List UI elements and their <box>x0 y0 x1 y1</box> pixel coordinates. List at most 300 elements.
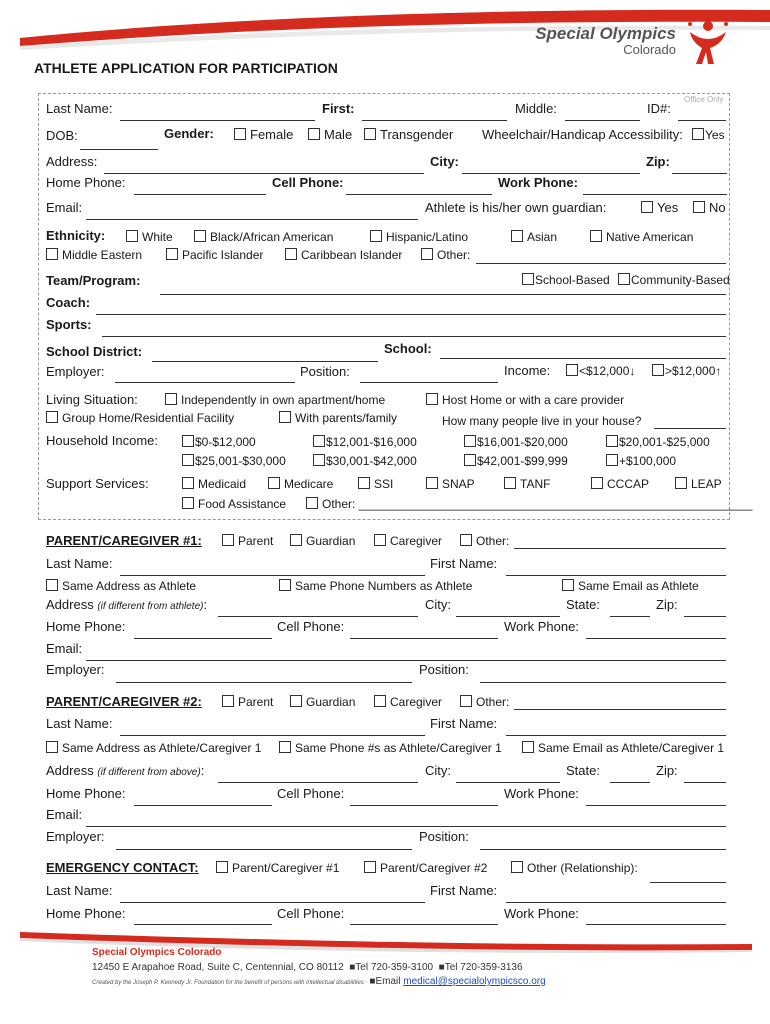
pc1-first-name-label: First Name: <box>430 556 498 571</box>
male-checkbox[interactable] <box>308 128 320 140</box>
emergency-other-option[interactable] <box>511 861 638 875</box>
gender-label: Gender: <box>164 126 214 141</box>
hi-checkbox-7[interactable] <box>464 454 476 466</box>
pc1-home-phone-field[interactable] <box>134 638 272 639</box>
pc2-same-address-label: Same Address as Athlete/Caregiver 1 <box>62 741 262 755</box>
how-many-label: How many people live in your house? <box>442 414 642 428</box>
pc2-same-address-option[interactable] <box>46 741 261 755</box>
dob-label: DOB: <box>46 128 78 143</box>
wheelchair-yes-option[interactable] <box>692 128 725 142</box>
ethnicity-label: Ethnicity: <box>46 228 106 243</box>
guardian-yes-option[interactable] <box>641 200 678 215</box>
pc1-address-field[interactable] <box>218 616 418 617</box>
pc2-same-phone-checkbox[interactable] <box>279 741 291 753</box>
pc1-work-phone-field[interactable] <box>586 638 726 639</box>
hi-checkbox-2[interactable] <box>313 435 325 447</box>
pc1-guardian-option[interactable] <box>290 534 355 548</box>
pc1-same-phone-checkbox[interactable] <box>279 579 291 591</box>
gender-female-option[interactable] <box>234 127 293 142</box>
emergency-pc2-checkbox[interactable] <box>364 861 376 873</box>
pc2-other-label: Other: <box>476 695 510 709</box>
pc1-work-phone-label: Work Phone: <box>504 619 579 634</box>
pc1-last-name-label: Last Name: <box>46 556 113 571</box>
ethnicity-black-option[interactable] <box>194 230 333 244</box>
pc2-caregiver-checkbox[interactable] <box>374 695 386 707</box>
zip-field[interactable] <box>672 173 727 174</box>
hi-checkbox-3[interactable] <box>464 435 476 447</box>
pc1-other-option[interactable] <box>460 534 509 548</box>
asian-label: Asian <box>527 230 558 244</box>
pc2-zip-label: Zip: <box>656 763 678 778</box>
pc1-parent-checkbox[interactable] <box>222 534 234 546</box>
emergency-pc1-label: Parent/Caregiver #1 <box>232 861 340 875</box>
school-based-label: School-Based <box>535 273 610 287</box>
pc2-parent-label: Parent <box>238 695 274 709</box>
pc1-email-label: Email: <box>46 641 83 656</box>
medicare-option[interactable] <box>268 477 333 491</box>
pc2-parent-checkbox[interactable] <box>222 695 234 707</box>
emergency-home-phone-field[interactable] <box>134 924 272 925</box>
wheelchair-yes-checkbox[interactable] <box>692 128 704 140</box>
hi-option-1[interactable] <box>182 435 256 449</box>
emergency-last-name-field[interactable] <box>120 902 425 903</box>
pacific-label: Pacific Islander <box>182 248 264 262</box>
emergency-pc2-label: Parent/Caregiver #2 <box>380 861 488 875</box>
team-label: Team/Program: <box>46 273 141 288</box>
hispanic-checkbox[interactable] <box>370 230 382 242</box>
pc2-guardian-checkbox[interactable] <box>290 695 302 707</box>
medicare-label: Medicare <box>284 477 334 491</box>
ssi-label: SSI <box>374 477 394 491</box>
footer-address-line <box>92 962 523 973</box>
id-field[interactable] <box>678 120 726 121</box>
hispanic-label: Hispanic/Latino <box>386 230 469 244</box>
first-name-field[interactable] <box>362 120 507 121</box>
hi-checkbox-8[interactable] <box>606 454 618 466</box>
hi-checkbox-6[interactable] <box>313 454 325 466</box>
medicare-checkbox[interactable] <box>268 477 280 489</box>
emergency-cell-phone-field[interactable] <box>350 924 498 925</box>
emergency-other-field[interactable] <box>650 882 726 883</box>
emergency-work-phone-label: Work Phone: <box>504 906 579 921</box>
footer-created: Created by the Joseph P. Kennedy Jr. Foundation for the benefit of persons with intellectual disabilities <box>92 980 364 986</box>
native-checkbox[interactable] <box>590 230 602 242</box>
work-phone-field[interactable] <box>583 194 727 195</box>
city-field[interactable] <box>462 173 640 174</box>
hi-checkbox-5[interactable] <box>182 454 194 466</box>
pc2-guardian-option[interactable] <box>290 695 355 709</box>
pc2-state-field[interactable] <box>610 782 650 783</box>
pc2-home-phone-field[interactable] <box>134 805 272 806</box>
female-label: Female <box>250 127 294 142</box>
community-based-checkbox[interactable] <box>618 273 630 285</box>
coach-label: Coach: <box>46 295 91 310</box>
emergency-first-name-field[interactable] <box>506 902 726 903</box>
pc2-address-colon: : <box>200 763 205 778</box>
hi-checkbox-1[interactable] <box>182 435 194 447</box>
pc2-work-phone-field[interactable] <box>586 805 726 806</box>
gender-transgender-option[interactable] <box>364 127 453 142</box>
community-based-option[interactable] <box>618 273 730 287</box>
asian-checkbox[interactable] <box>511 230 523 242</box>
living-group-checkbox[interactable] <box>46 411 58 423</box>
school-district-label: School District: <box>46 344 143 359</box>
white-label: White <box>142 230 173 244</box>
tanf-checkbox[interactable] <box>504 477 516 489</box>
pc2-cell-phone-field[interactable] <box>350 805 498 806</box>
gender-male-option[interactable] <box>308 127 352 142</box>
snap-label: SNAP <box>442 477 475 491</box>
pc1-cell-phone-label: Cell Phone: <box>277 619 345 634</box>
pc2-employer-label: Employer: <box>46 829 105 844</box>
pc2-same-address-checkbox[interactable] <box>46 741 58 753</box>
living-situation-label: Living Situation: <box>46 392 138 407</box>
pc2-address-field[interactable] <box>218 782 418 783</box>
pc2-zip-field[interactable] <box>684 782 726 783</box>
white-checkbox[interactable] <box>126 230 138 242</box>
home-phone-field[interactable] <box>134 194 266 195</box>
pc2-email-label: Email: <box>46 807 83 822</box>
pc1-zip-field[interactable] <box>684 616 726 617</box>
living-host-option[interactable] <box>426 393 624 407</box>
footer-tel1: ■Tel 720-359-3100 <box>349 962 434 973</box>
snap-checkbox[interactable] <box>426 477 438 489</box>
pc1-heading: PARENT/CAREGIVER #1: <box>46 533 202 548</box>
team-field[interactable] <box>160 294 726 295</box>
coach-field[interactable] <box>96 314 726 315</box>
support-other-option[interactable] <box>306 497 752 511</box>
cccap-option[interactable] <box>591 477 649 491</box>
address-label: Address: <box>46 154 98 169</box>
dob-field[interactable] <box>80 149 158 150</box>
how-many-field[interactable] <box>654 428 726 429</box>
snap-option[interactable] <box>426 477 475 491</box>
email-field[interactable] <box>86 219 418 220</box>
tanf-label: TANF <box>520 477 551 491</box>
leap-label: LEAP <box>691 477 722 491</box>
hi-label-2: $12,001-$16,000 <box>326 435 417 449</box>
pc1-caregiver-option[interactable] <box>374 534 442 548</box>
household-income-label: Household Income: <box>46 433 159 448</box>
transgender-checkbox[interactable] <box>364 128 376 140</box>
pc1-same-address-label: Same Address as Athlete <box>62 579 197 593</box>
ethnicity-pacific-option[interactable] <box>166 248 263 262</box>
middle-eastern-checkbox[interactable] <box>46 248 58 260</box>
hi-option-8[interactable] <box>606 454 676 468</box>
ethnicity-asian-option[interactable] <box>511 230 557 244</box>
pc2-same-phone-label: Same Phone #s as Athlete/Caregiver 1 <box>295 741 502 755</box>
pc2-address-label <box>46 763 204 778</box>
pc2-address-text: Address <box>46 763 94 778</box>
income-high-option[interactable] <box>652 364 721 378</box>
emergency-pc1-option[interactable] <box>216 861 339 875</box>
work-phone-label: Work Phone: <box>498 175 578 190</box>
support-other-checkbox[interactable] <box>306 497 318 509</box>
medicaid-option[interactable] <box>182 477 246 491</box>
pc2-position-field[interactable] <box>480 849 726 850</box>
pc1-guardian-label: Guardian <box>306 534 356 548</box>
pc2-same-phone-option[interactable] <box>279 741 502 755</box>
ssi-checkbox[interactable] <box>358 477 370 489</box>
pc2-first-name-label: First Name: <box>430 716 498 731</box>
black-checkbox[interactable] <box>194 230 206 242</box>
pc1-position-field[interactable] <box>480 682 726 683</box>
office-only-label: Office Only <box>684 95 724 104</box>
pacific-checkbox[interactable] <box>166 248 178 260</box>
emergency-other-label: Other (Relationship): <box>527 861 638 875</box>
pc2-same-email-label: Same Email as Athlete/Caregiver 1 <box>538 741 725 755</box>
home-phone-label: Home Phone: <box>46 175 126 190</box>
pc1-same-phone-label: Same Phone Numbers as Athlete <box>295 579 473 593</box>
leap-checkbox[interactable] <box>675 477 687 489</box>
living-independent-label: Independently in own apartment/home <box>181 393 386 407</box>
footer-tel2: ■Tel 720-359-3136 <box>438 962 523 973</box>
pc2-other-field[interactable] <box>514 709 726 710</box>
brand-name: Special Olympics <box>535 24 676 43</box>
living-parents-option[interactable] <box>279 411 397 425</box>
emergency-pc1-checkbox[interactable] <box>216 861 228 873</box>
living-group-option[interactable] <box>46 411 234 425</box>
guardian-yes-checkbox[interactable] <box>641 201 653 213</box>
income-label: Income: <box>504 363 551 378</box>
pc1-last-name-field[interactable] <box>120 575 425 576</box>
pc2-city-field[interactable] <box>456 782 560 783</box>
pc1-state-label: State: <box>566 597 600 612</box>
hi-checkbox-4[interactable] <box>606 435 618 447</box>
hi-label-3: $16,001-$20,000 <box>477 435 568 449</box>
hi-option-6[interactable] <box>313 454 417 468</box>
pc1-other-label: Other: <box>476 534 510 548</box>
middle-name-field[interactable] <box>565 120 640 121</box>
id-label: ID#: <box>647 101 671 116</box>
emergency-first-name-label: First Name: <box>430 883 498 898</box>
income-high-label: >$12,000↑ <box>665 364 722 378</box>
hi-label-8: +$100,000 <box>619 454 677 468</box>
living-independent-checkbox[interactable] <box>165 393 177 405</box>
pc1-same-email-label: Same Email as Athlete <box>578 579 699 593</box>
pc2-city-label: City: <box>425 763 451 778</box>
pc1-same-address-option[interactable] <box>46 579 196 593</box>
male-label: Male <box>324 127 353 142</box>
living-parents-label: With parents/family <box>295 411 398 425</box>
native-label: Native American <box>606 230 694 244</box>
hi-label-4: $20,001-$25,000 <box>619 435 710 449</box>
female-checkbox[interactable] <box>234 128 246 140</box>
pc1-zip-label: Zip: <box>656 597 678 612</box>
pc2-other-option[interactable] <box>460 695 509 709</box>
pc1-other-checkbox[interactable] <box>460 534 472 546</box>
pc1-same-email-checkbox[interactable] <box>562 579 574 591</box>
pc2-caregiver-option[interactable] <box>374 695 442 709</box>
pc2-position-label: Position: <box>419 829 469 844</box>
employer-field[interactable] <box>115 382 295 383</box>
income-high-checkbox[interactable] <box>652 364 664 376</box>
support-services-label: Support Services: <box>46 476 149 491</box>
income-low-option[interactable] <box>566 364 635 378</box>
guardian-no-checkbox[interactable] <box>693 201 705 213</box>
pc2-home-phone-label: Home Phone: <box>46 786 126 801</box>
pc2-same-email-checkbox[interactable] <box>522 741 534 753</box>
guardian-no-option[interactable] <box>693 200 726 215</box>
email-label: Email: <box>46 200 83 215</box>
pc1-same-phone-option[interactable] <box>279 579 472 593</box>
pc1-address-label <box>46 597 207 612</box>
pc2-other-checkbox[interactable] <box>460 695 472 707</box>
income-low-checkbox[interactable] <box>566 364 578 376</box>
pc2-employer-field[interactable] <box>116 849 412 850</box>
last-name-field[interactable] <box>120 120 315 121</box>
pc1-cell-phone-field[interactable] <box>350 638 498 639</box>
ethnicity-other-checkbox[interactable] <box>421 248 433 260</box>
living-host-label: Host Home or with a care provider <box>442 393 625 407</box>
pc1-employer-field[interactable] <box>116 682 412 683</box>
cccap-checkbox[interactable] <box>591 477 603 489</box>
medicaid-label: Medicaid <box>198 477 247 491</box>
school-based-checkbox[interactable] <box>522 273 534 285</box>
hi-option-4[interactable] <box>606 435 710 449</box>
city-label: City: <box>430 154 459 169</box>
pc1-address-colon: : <box>203 597 208 612</box>
school-based-option[interactable] <box>522 273 610 287</box>
food-assistance-label: Food Assistance <box>198 497 287 511</box>
school-label: School: <box>384 341 432 356</box>
ethnicity-hispanic-option[interactable] <box>370 230 468 244</box>
pc2-work-phone-label: Work Phone: <box>504 786 579 801</box>
cell-phone-label: Cell Phone: <box>272 175 344 190</box>
position-label: Position: <box>300 364 350 379</box>
tanf-option[interactable] <box>504 477 550 491</box>
pc1-address-note: (if different from athlete) <box>97 601 204 612</box>
wheelchair-label: Wheelchair/Handicap Accessibility: <box>482 127 683 142</box>
pc1-other-field[interactable] <box>514 548 726 549</box>
living-independent-option[interactable] <box>165 393 385 407</box>
pc1-first-name-field[interactable] <box>506 575 726 576</box>
footer-email-link[interactable]: medical@specialolympicsco.org <box>403 976 546 987</box>
hi-option-2[interactable] <box>313 435 417 449</box>
first-name-label: First: <box>322 101 355 116</box>
pc1-city-label: City: <box>425 597 451 612</box>
pc2-heading: PARENT/CAREGIVER #2: <box>46 694 202 709</box>
hi-option-5[interactable] <box>182 454 286 468</box>
pc2-state-label: State: <box>566 763 600 778</box>
support-other-label: Other: ___________________________________________________________ <box>322 497 753 511</box>
living-group-label: Group Home/Residential Facility <box>62 411 235 425</box>
ethnicity-other-label: Other: <box>437 248 471 262</box>
pc1-caregiver-checkbox[interactable] <box>374 534 386 546</box>
living-host-checkbox[interactable] <box>426 393 438 405</box>
last-name-label: Last Name: <box>46 101 113 116</box>
hi-option-7[interactable] <box>464 454 568 468</box>
emergency-heading: EMERGENCY CONTACT: <box>46 860 199 875</box>
community-based-label: Community-Based <box>631 273 730 287</box>
ethnicity-native-option[interactable] <box>590 230 693 244</box>
pc1-parent-label: Parent <box>238 534 274 548</box>
emergency-last-name-label: Last Name: <box>46 883 113 898</box>
food-assistance-option[interactable] <box>182 497 286 511</box>
hi-label-6: $30,001-$42,000 <box>326 454 417 468</box>
address-field[interactable] <box>104 173 424 174</box>
pc1-city-field[interactable] <box>456 616 560 617</box>
emergency-other-checkbox[interactable] <box>511 861 523 873</box>
ethnicity-white-option[interactable] <box>126 230 173 244</box>
pc1-parent-option[interactable] <box>222 534 273 548</box>
pc2-email-field[interactable] <box>86 826 726 827</box>
middle-eastern-label: Middle Eastern <box>62 248 143 262</box>
pc1-employer-label: Employer: <box>46 662 105 677</box>
food-assistance-checkbox[interactable] <box>182 497 194 509</box>
pc2-parent-option[interactable] <box>222 695 273 709</box>
pc1-position-label: Position: <box>419 662 469 677</box>
emergency-cell-phone-label: Cell Phone: <box>277 906 345 921</box>
pc2-cell-phone-label: Cell Phone: <box>277 786 345 801</box>
medicaid-checkbox[interactable] <box>182 477 194 489</box>
black-label: Black/African American <box>210 230 334 244</box>
position-field[interactable] <box>360 382 498 383</box>
pc2-same-email-option[interactable] <box>522 741 724 755</box>
pc2-address-note: (if different from above) <box>97 767 201 778</box>
pc2-first-name-field[interactable] <box>506 735 726 736</box>
cell-phone-field[interactable] <box>346 194 492 195</box>
footer-email-label: ■Email <box>369 976 401 987</box>
sports-field[interactable] <box>102 336 726 337</box>
caribbean-checkbox[interactable] <box>285 248 297 260</box>
pc1-email-field[interactable] <box>86 660 726 661</box>
pc1-same-email-option[interactable] <box>562 579 699 593</box>
footer-created-line <box>92 976 546 987</box>
ethnicity-other-option[interactable] <box>421 248 470 262</box>
pc1-same-address-checkbox[interactable] <box>46 579 58 591</box>
pc1-state-field[interactable] <box>610 616 650 617</box>
employer-label: Employer: <box>46 364 105 379</box>
pc2-last-name-label: Last Name: <box>46 716 113 731</box>
emergency-work-phone-field[interactable] <box>586 924 726 925</box>
brand-logo-text <box>528 24 676 57</box>
form-title: ATHLETE APPLICATION FOR PARTICIPATION <box>34 60 338 76</box>
school-field[interactable] <box>440 358 726 359</box>
footer-org: Special Olympics Colorado <box>92 947 222 958</box>
ethnicity-caribbean-option[interactable] <box>285 248 402 262</box>
wheelchair-yes-label: Yes <box>705 128 725 142</box>
hi-label-5: $25,001-$30,000 <box>195 454 286 468</box>
middle-name-label: Middle: <box>515 101 557 116</box>
leap-option[interactable] <box>675 477 722 491</box>
pc1-guardian-checkbox[interactable] <box>290 534 302 546</box>
brand-region: Colorado <box>623 42 676 57</box>
hi-option-3[interactable] <box>464 435 568 449</box>
ethnicity-other-field[interactable] <box>476 263 726 264</box>
hi-label-1: $0-$12,000 <box>195 435 256 449</box>
ethnicity-middle-eastern-option[interactable] <box>46 248 142 262</box>
guardian-yes-label: Yes <box>657 200 679 215</box>
guardian-no-label: No <box>709 200 726 215</box>
special-olympics-logo-icon <box>680 10 736 66</box>
own-guardian-label: Athlete is his/her own guardian: <box>425 200 607 215</box>
pc2-last-name-field[interactable] <box>120 735 425 736</box>
pc1-address-text: Address <box>46 597 94 612</box>
pc2-guardian-label: Guardian <box>306 695 356 709</box>
ssi-option[interactable] <box>358 477 393 491</box>
school-district-field[interactable] <box>152 361 378 362</box>
zip-label: Zip: <box>646 154 670 169</box>
hi-label-7: $42,001-$99,999 <box>477 454 568 468</box>
caribbean-label: Caribbean Islander <box>301 248 403 262</box>
pc1-caregiver-label: Caregiver <box>390 534 443 548</box>
pc1-home-phone-label: Home Phone: <box>46 619 126 634</box>
living-parents-checkbox[interactable] <box>279 411 291 423</box>
sports-label: Sports: <box>46 317 92 332</box>
emergency-pc2-option[interactable] <box>364 861 487 875</box>
cccap-label: CCCAP <box>607 477 650 491</box>
